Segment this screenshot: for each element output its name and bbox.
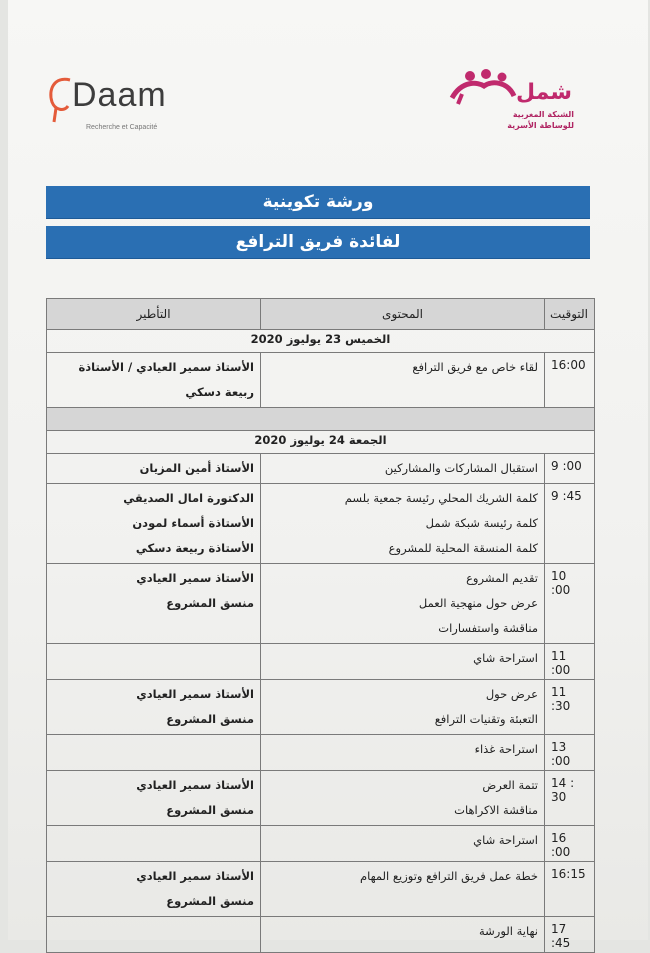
content-cell: تقديم المشروع عرض حول منهجية العمل مناقشة واستفسارات xyxy=(261,564,545,644)
daam-logo-text: Daam xyxy=(72,76,167,114)
table-row xyxy=(47,353,595,408)
day-label: الخميس 23 يوليوز 2020 xyxy=(47,330,595,353)
supervision-cell: الأستاذ سمير العيادي منسق المشروع xyxy=(47,862,261,917)
supervision-cell: الأستاذ أمين المزيان xyxy=(47,454,261,484)
time-cell: 16:15 xyxy=(545,862,595,917)
supervision-cell xyxy=(47,917,261,953)
time-cell: 16:00 xyxy=(545,353,595,408)
table-row xyxy=(47,454,595,484)
table-row xyxy=(47,862,595,917)
day-row xyxy=(47,330,595,353)
shaml-logo-line2: للوساطة الأسرية xyxy=(507,121,574,130)
time-cell: 11 :30 xyxy=(545,680,595,735)
day-row xyxy=(47,431,595,454)
supervision-cell xyxy=(47,826,261,862)
supervision-cell xyxy=(47,735,261,771)
content-cell: تتمة العرض مناقشة الاكراهات xyxy=(261,771,545,826)
time-cell: 13 :00 xyxy=(545,735,595,771)
shaml-logo xyxy=(448,66,588,136)
table-row xyxy=(47,771,595,826)
supervision-cell: الأستاذ سمير العيادي / الأستاذة ربيعة دسكي xyxy=(47,353,261,408)
table-row xyxy=(47,826,595,862)
time-cell: 9 :45 xyxy=(545,484,595,564)
table-header-row xyxy=(47,299,595,330)
supervision-cell xyxy=(47,644,261,680)
shaml-logo-text: شمل xyxy=(515,80,572,105)
header-content: المحتوى xyxy=(261,299,545,330)
shaml-logo-line1: الشبكة المغربية xyxy=(512,110,574,119)
header-time: التوقيت xyxy=(545,299,595,330)
table-row xyxy=(47,735,595,771)
table-row xyxy=(47,680,595,735)
schedule-table xyxy=(46,298,595,953)
supervision-cell: الأستاذ سمير العيادي منسق المشروع xyxy=(47,564,261,644)
supervision-cell: الأستاذ سمير العيادي منسق المشروع xyxy=(47,771,261,826)
day-label: الجمعة 24 يوليوز 2020 xyxy=(47,431,595,454)
content-cell: خطة عمل فريق الترافع وتوزيع المهام xyxy=(261,862,545,917)
supervision-cell: الأستاذ سمير العيادي منسق المشروع xyxy=(47,680,261,735)
time-cell: 11 :00 xyxy=(545,644,595,680)
time-cell: 16 :00 xyxy=(545,826,595,862)
content-cell: لقاء خاص مع فريق الترافع xyxy=(261,353,545,408)
content-cell: عرض حول التعبئة وتقنيات الترافع xyxy=(261,680,545,735)
time-cell: 9 :00 xyxy=(545,454,595,484)
table-row xyxy=(47,644,595,680)
table-row xyxy=(47,917,595,953)
title-banner: ورشة تكوينية xyxy=(46,186,590,218)
content-cell: استراحة غذاء xyxy=(261,735,545,771)
table-row xyxy=(47,484,595,564)
header-supervision: التأطير xyxy=(47,299,261,330)
document-page xyxy=(8,0,648,950)
time-cell: 14 : 30 xyxy=(545,771,595,826)
time-cell: 17 :45 xyxy=(545,917,595,953)
supervision-cell: الدكتورة امال الصديقي الأستاذة أسماء لمودن الأستاذة ربيعة دسكي xyxy=(47,484,261,564)
content-cell: كلمة الشريك المحلي رئيسة جمعية بلسم كلمة رئيسة شبكة شمل كلمة المنسقة المحلية للمشروع xyxy=(261,484,545,564)
content-cell: استراحة شاي xyxy=(261,644,545,680)
content-cell: استراحة شاي xyxy=(261,826,545,862)
separator-row xyxy=(47,408,595,431)
daam-logo xyxy=(46,70,196,140)
daam-logo-tagline: Recherche et Capacité xyxy=(86,124,158,131)
subtitle-banner: لفائدة فريق الترافع xyxy=(46,226,590,258)
table-row xyxy=(47,564,595,644)
content-cell: نهاية الورشة xyxy=(261,917,545,953)
time-cell: 10 :00 xyxy=(545,564,595,644)
content-cell: استقبال المشاركات والمشاركين xyxy=(261,454,545,484)
